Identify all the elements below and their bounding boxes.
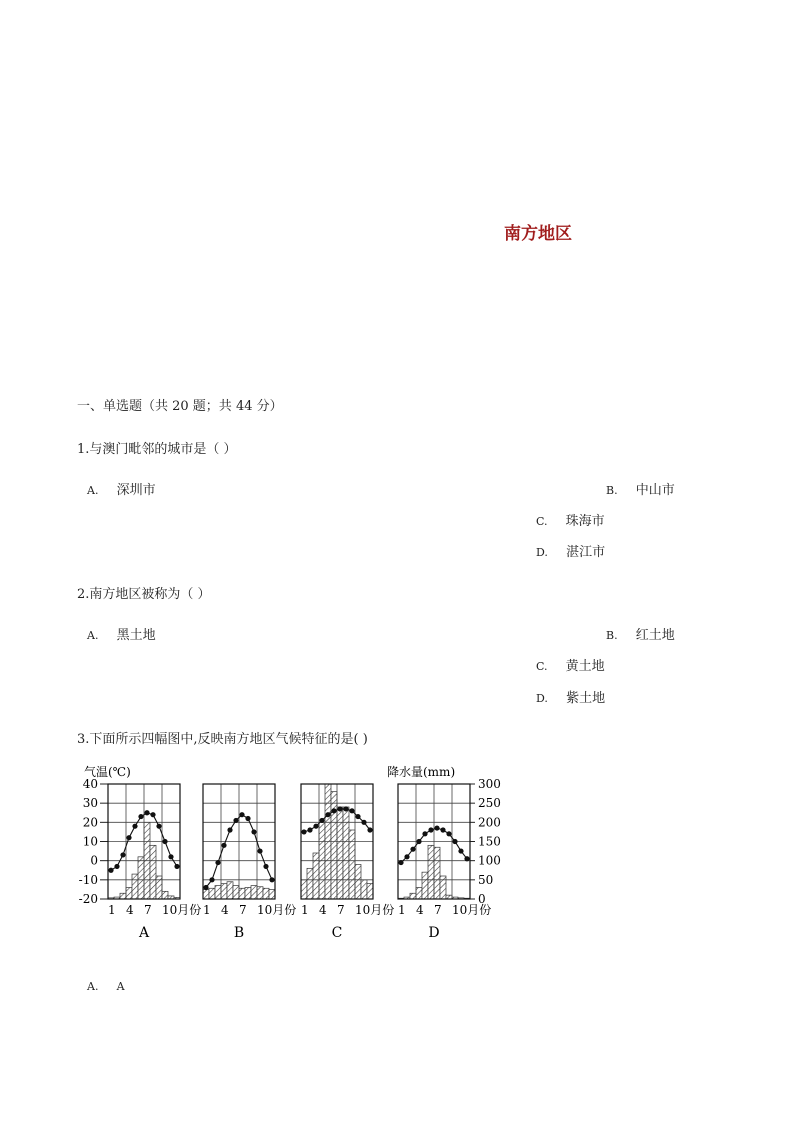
temperature-point-a — [108, 868, 113, 873]
temperature-point-d — [416, 839, 421, 844]
panel-label: C — [331, 925, 343, 941]
precip-tick-label: 300 — [478, 777, 501, 791]
option-letter: A. — [87, 980, 99, 993]
precip-bar-c — [349, 830, 355, 899]
temperature-point-c — [337, 806, 342, 811]
precip-bar-d — [416, 888, 422, 900]
page-title: 南方地区 — [504, 224, 572, 244]
temperature-point-d — [440, 827, 445, 832]
precip-tick-label: 0 — [478, 892, 486, 906]
precip-bar-b — [239, 888, 245, 899]
q2-option-d[interactable] — [536, 687, 605, 706]
temperature-point-b — [239, 812, 244, 817]
q1-option-c[interactable] — [536, 510, 605, 529]
temperature-point-d — [452, 839, 457, 844]
option-text: 中山市 — [635, 483, 675, 498]
precip-bar-b — [251, 886, 257, 899]
temperature-point-b — [233, 818, 238, 823]
month-tick-label: 4 — [221, 903, 229, 917]
precip-bar-a — [138, 857, 144, 899]
temperature-point-d — [458, 848, 463, 853]
month-tick-label: 10月份 — [257, 903, 297, 917]
section-heading: 一、单选题（共 20 题；共 44 分） — [77, 399, 283, 414]
precip-bar-d — [410, 893, 416, 899]
month-tick-label: 10月份 — [162, 903, 202, 917]
temperature-point-c — [307, 827, 312, 832]
temp-tick-label: 20 — [82, 815, 98, 830]
option-text: 紫土地 — [566, 691, 606, 706]
option-letter: A. — [87, 629, 99, 642]
panel-label: A — [138, 925, 150, 941]
precip-tick-label: 50 — [478, 872, 494, 887]
temperature-point-a — [120, 852, 125, 857]
month-tick-label: 7 — [434, 903, 442, 917]
temperature-point-b — [221, 843, 226, 848]
temperature-point-a — [144, 810, 149, 815]
panel-label: B — [233, 925, 245, 941]
temp-tick-label: 10 — [82, 834, 98, 849]
month-tick-label: 7 — [337, 903, 345, 917]
precip-bar-a — [150, 845, 156, 899]
precip-bar-c — [331, 792, 337, 899]
panel-label: D — [428, 925, 440, 941]
precip-bar-d — [422, 872, 428, 899]
temperature-point-d — [404, 854, 409, 859]
precip-bar-a — [132, 874, 138, 899]
month-tick-label: 10月份 — [355, 903, 395, 917]
temperature-point-c — [325, 812, 330, 817]
month-tick-label: 1 — [108, 903, 116, 917]
q1-option-a[interactable] — [87, 479, 156, 498]
precip-bar-d — [434, 847, 440, 899]
q1-option-b[interactable] — [606, 479, 675, 498]
temp-axis-title: 气温(℃) — [84, 765, 131, 779]
temperature-point-b — [227, 827, 232, 832]
precip-bar-d — [428, 845, 434, 899]
precip-bar-b — [269, 889, 275, 899]
temperature-point-c — [355, 814, 360, 819]
temperature-point-a — [126, 835, 131, 840]
temperature-point-d — [434, 825, 439, 830]
option-text: 黄土地 — [565, 659, 605, 674]
temperature-point-c — [301, 829, 306, 834]
temperature-point-c — [367, 827, 372, 832]
option-letter: D. — [536, 546, 548, 559]
option-text: 珠海市 — [565, 514, 605, 529]
temperature-point-d — [398, 860, 403, 865]
climate-charts-figure — [76, 760, 506, 946]
precip-axis-title: 降水量(mm) — [387, 765, 456, 779]
month-tick-label: 1 — [301, 903, 309, 917]
q1-option-d[interactable] — [536, 541, 605, 560]
temperature-point-a — [138, 814, 143, 819]
precip-bar-b — [215, 886, 221, 899]
month-tick-label: 1 — [398, 903, 406, 917]
option-letter: C. — [536, 660, 548, 673]
temp-tick-label: 40 — [82, 777, 98, 791]
temperature-point-d — [428, 827, 433, 832]
precip-bar-c — [337, 807, 343, 899]
precip-tick-label: 150 — [478, 834, 501, 849]
option-letter: B. — [606, 629, 618, 642]
q3-option-a[interactable] — [87, 979, 125, 994]
month-tick-label: 7 — [239, 903, 247, 917]
temperature-point-a — [174, 864, 179, 869]
temp-tick-label: 0 — [90, 853, 98, 868]
month-tick-label: 7 — [144, 903, 152, 917]
temperature-point-d — [410, 847, 415, 852]
option-text: 红土地 — [635, 628, 675, 643]
option-letter: B. — [606, 484, 618, 497]
month-tick-label: 1 — [203, 903, 211, 917]
temp-tick-label: -20 — [78, 892, 98, 906]
temperature-point-d — [446, 831, 451, 836]
temperature-point-b — [215, 860, 220, 865]
temperature-point-c — [319, 818, 324, 823]
temperature-point-c — [313, 824, 318, 829]
month-tick-label: 10月份 — [452, 903, 492, 917]
temperature-point-b — [245, 816, 250, 821]
precip-bar-a — [126, 888, 132, 900]
month-tick-label: 4 — [416, 903, 424, 917]
temperature-point-b — [257, 848, 262, 853]
option-letter: D. — [536, 692, 548, 705]
temperature-point-a — [114, 864, 119, 869]
temperature-point-b — [269, 877, 274, 882]
temperature-point-c — [331, 808, 336, 813]
option-letter: A. — [87, 484, 99, 497]
precip-tick-label: 200 — [478, 815, 501, 830]
temperature-point-c — [349, 808, 354, 813]
month-tick-label: 4 — [319, 903, 327, 917]
temp-tick-label: -10 — [78, 872, 98, 887]
question-1-stem: 1.与澳门毗邻的城市是（ ） — [77, 442, 237, 457]
temperature-point-c — [361, 820, 366, 825]
precip-bar-c — [307, 868, 313, 899]
option-text: 湛江市 — [566, 545, 606, 560]
temperature-point-a — [156, 824, 161, 829]
question-2-stem: 2.南方地区被称为（ ） — [77, 587, 211, 602]
temperature-point-b — [203, 885, 208, 890]
option-text: A — [116, 980, 125, 993]
temperature-point-b — [251, 829, 256, 834]
precip-bar-a — [162, 891, 168, 899]
precip-tick-label: 250 — [478, 796, 501, 811]
temperature-point-d — [422, 831, 427, 836]
precip-bar-b — [221, 884, 227, 899]
precip-bar-b — [233, 886, 239, 899]
precip-bar-b — [209, 888, 215, 899]
option-text: 黑土地 — [116, 628, 156, 643]
precip-bar-c — [361, 880, 367, 899]
precip-bar-c — [301, 880, 307, 899]
temp-tick-label: 30 — [82, 796, 98, 811]
precip-tick-label: 100 — [478, 853, 501, 868]
temperature-point-a — [132, 824, 137, 829]
temperature-point-b — [263, 864, 268, 869]
q2-option-c[interactable] — [536, 655, 605, 674]
precip-bar-b — [257, 887, 263, 899]
temperature-point-a — [150, 812, 155, 817]
temperature-point-c — [343, 806, 348, 811]
temperature-point-d — [464, 856, 469, 861]
precip-bar-b — [227, 882, 233, 899]
precip-bar-c — [367, 884, 373, 899]
precip-bar-b — [245, 888, 251, 900]
option-letter: C. — [536, 515, 548, 528]
precip-bar-c — [343, 807, 349, 899]
temperature-point-b — [209, 877, 214, 882]
temperature-point-a — [168, 854, 173, 859]
question-3-stem: 3.下面所示四幅图中,反映南方地区气候特征的是( ) — [77, 732, 368, 747]
q2-option-b[interactable] — [606, 624, 675, 643]
precip-bar-a — [120, 893, 126, 899]
precip-bar-c — [313, 853, 319, 899]
precip-bar-b — [263, 888, 269, 899]
precip-bar-b — [203, 889, 209, 899]
q2-option-a[interactable] — [87, 624, 156, 643]
temperature-point-a — [162, 839, 167, 844]
precip-bar-c — [355, 865, 361, 900]
month-tick-label: 4 — [126, 903, 134, 917]
option-text: 深圳市 — [116, 483, 156, 498]
